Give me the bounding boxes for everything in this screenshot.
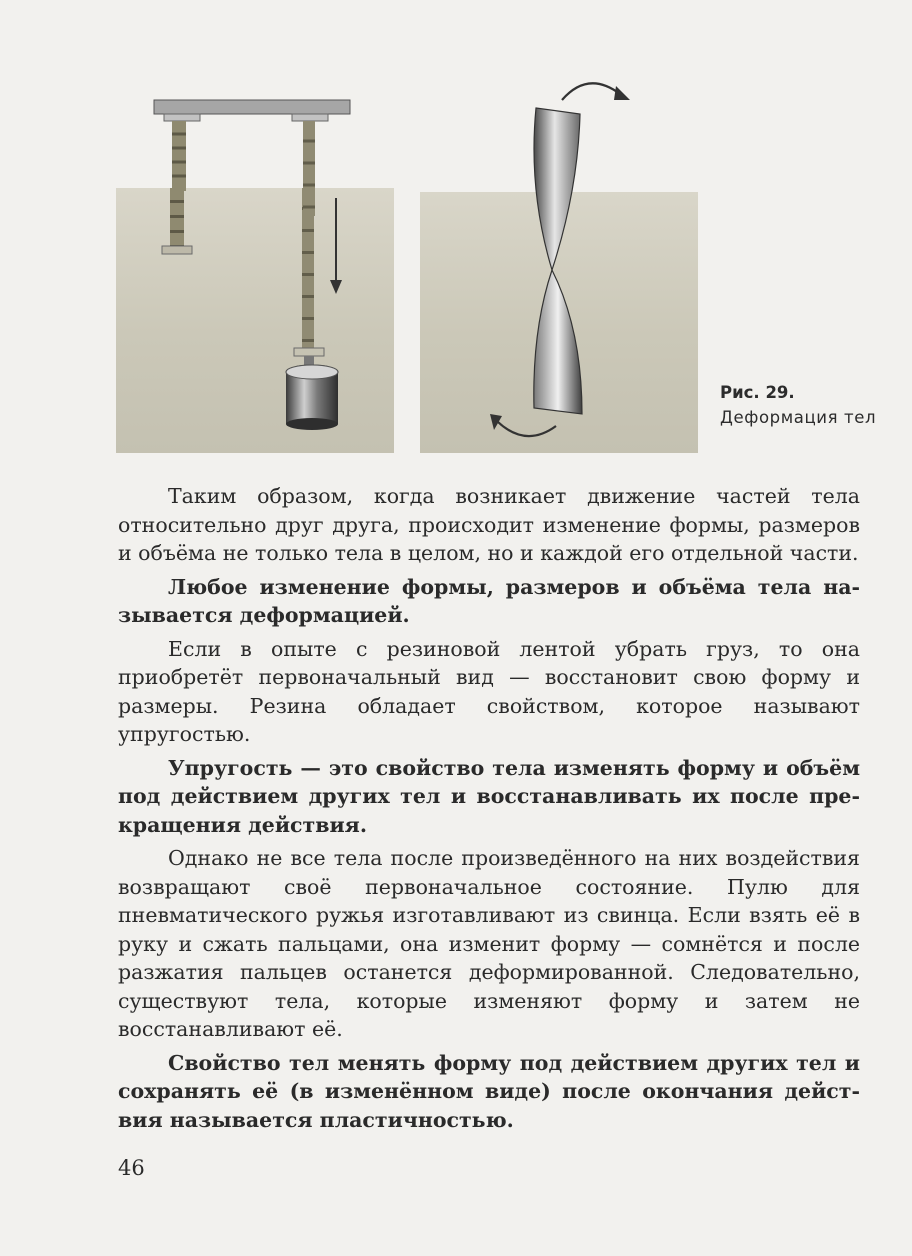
paragraph: Если в опыте с резиновой лентой убрать груз, то она приобретёт первоначальный вид — восстановит свою форму и размеры. Резина обладает свойством, которое называют упругостью.	[118, 636, 860, 746]
definition-deformation: Любое изменение формы, размеров и объёма тела называется деформацией.	[118, 574, 860, 627]
support-bar	[150, 96, 360, 236]
weight-hook	[304, 356, 314, 366]
strip-upper	[534, 108, 580, 270]
definition-plasticity: Свойство тел менять форму под действием других тел и сохранять её (в изменённом виде) после окончания действия называется пластичностью.	[118, 1050, 860, 1132]
rotate-arrow-bottom-icon	[498, 422, 556, 436]
figure-number: Рис. 29.	[720, 383, 795, 402]
page-number: 46	[118, 1156, 145, 1180]
arrow-head-icon	[330, 280, 342, 294]
strip-lower	[534, 270, 582, 414]
definition-elasticity: Упругость — это свойство тела изменять форму и объём под действием других тел и восстанавливать их после прекращения действия.	[118, 755, 860, 837]
band-clip-bottom	[162, 246, 192, 254]
paragraph: Таким образом, когда возникает движение частей тела относительно друг друга, происходит изменение формы, размеров и объёма не только тела в целом, но и каждой его отдельной части.	[118, 484, 860, 565]
band-clip-weight	[294, 348, 324, 356]
figure-caption-text: Деформация тел	[720, 408, 877, 427]
figure-caption	[720, 380, 880, 430]
rotate-arrow-top-icon	[562, 83, 620, 100]
twist-illustration	[470, 70, 650, 450]
paragraph: Однако не все тела после произведённого на них воздействия возвращают своё первоначальное состояние. Пулю для пневматического ружья изготавливают из свинца. Если взять её в руку и сжать пальцами, она изменит форму — сомнётся и после разжатия пальцев останется деформированной. Следовательно, существуют тела, которые изменяют форму и затем не восстанавливают её.	[118, 846, 860, 1041]
weight-icon	[286, 372, 338, 424]
body-text	[118, 482, 860, 1139]
